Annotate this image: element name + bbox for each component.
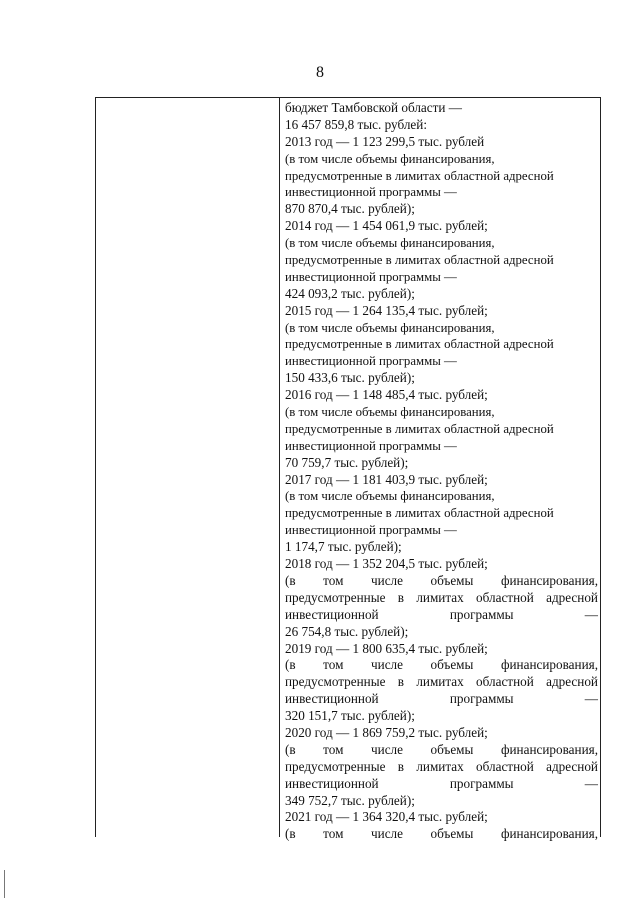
page-number: 8	[316, 64, 324, 81]
text-line: (в том числе объемы финансирования,	[285, 320, 495, 335]
document-table	[95, 97, 601, 842]
text-line: 2020 год — 1 869 759,2 тыс. рублей;	[285, 724, 488, 740]
text-line: 320 151,7 тыс. рублей);	[285, 708, 415, 724]
text-line: предусмотренные в лимитах областной адресной	[285, 758, 598, 774]
text-line: (в том числе объемы финансирования,	[285, 236, 495, 251]
text-line: предусмотренные в лимитах областной адресной	[285, 337, 554, 352]
table-right-cell	[280, 98, 600, 842]
text-line: (в том числе объемы финансирования,	[285, 151, 495, 166]
text-line: инвестиционной программы —	[285, 691, 598, 707]
text-line: инвестиционной программы —	[285, 606, 598, 622]
text-line: (в том числе объемы финансирования,	[285, 405, 495, 420]
text-line: 150 433,6 тыс. рублей);	[285, 370, 415, 386]
text-line: (в том числе объемы финансирования,	[285, 657, 598, 673]
text-line: 2018 год — 1 352 204,5 тыс. рублей;	[285, 556, 488, 572]
text-line: (в том числе объемы финансирования,	[285, 489, 495, 504]
text-line: 2015 год — 1 264 135,4 тыс. рублей;	[285, 302, 488, 318]
text-line: 424 093,2 тыс. рублей);	[285, 285, 415, 301]
text-line: инвестиционной программы —	[285, 185, 457, 200]
text-line: инвестиционной программы —	[285, 354, 457, 369]
text-line: 26 754,8 тыс. рублей);	[285, 623, 409, 639]
text-line: 2021 год — 1 364 320,4 тыс. рублей;	[285, 809, 488, 825]
text-line: 2014 год — 1 454 061,9 тыс. рублей;	[285, 218, 488, 234]
table-left-cell	[96, 98, 280, 837]
text-line: инвестиционной программы —	[285, 523, 457, 538]
text-line: (в том числе объемы финансирования,	[285, 741, 598, 757]
text-line: предусмотренные в лимитах областной адресной	[285, 421, 554, 436]
text-line: предусмотренные в лимитах областной адресной	[285, 253, 554, 268]
text-line: (в том числе объемы финансирования,	[285, 826, 598, 842]
text-line: 70 759,7 тыс. рублей);	[285, 454, 409, 470]
text-line: предусмотренные в лимитах областной адресной	[285, 168, 554, 183]
text-line: бюджет Тамбовской области —	[285, 100, 462, 115]
text-line: инвестиционной программы —	[285, 438, 457, 453]
text-line: (в том числе объемы финансирования,	[285, 572, 598, 588]
text-line: 2013 год — 1 123 299,5 тыс. рублей	[285, 133, 485, 149]
text-line: 1 174,7 тыс. рублей);	[285, 539, 402, 555]
scan-margin-mark	[4, 870, 5, 898]
text-line: предусмотренные в лимитах областной адресной	[285, 674, 598, 690]
text-line: 2017 год — 1 181 403,9 тыс. рублей;	[285, 471, 488, 487]
text-line: инвестиционной программы —	[285, 775, 598, 791]
text-line: инвестиционной программы —	[285, 269, 457, 284]
text-line: 870 870,4 тыс. рублей);	[285, 201, 415, 217]
text-line: 2019 год — 1 800 635,4 тыс. рублей;	[285, 640, 488, 656]
text-line: 349 752,7 тыс. рублей);	[285, 792, 415, 808]
text-line: предусмотренные в лимитах областной адресной	[285, 589, 598, 605]
text-line: 16 457 859,8 тыс. рублей:	[285, 116, 427, 132]
text-line: 2016 год — 1 148 485,4 тыс. рублей;	[285, 387, 488, 403]
text-line: предусмотренные в лимитах областной адресной	[285, 506, 554, 521]
